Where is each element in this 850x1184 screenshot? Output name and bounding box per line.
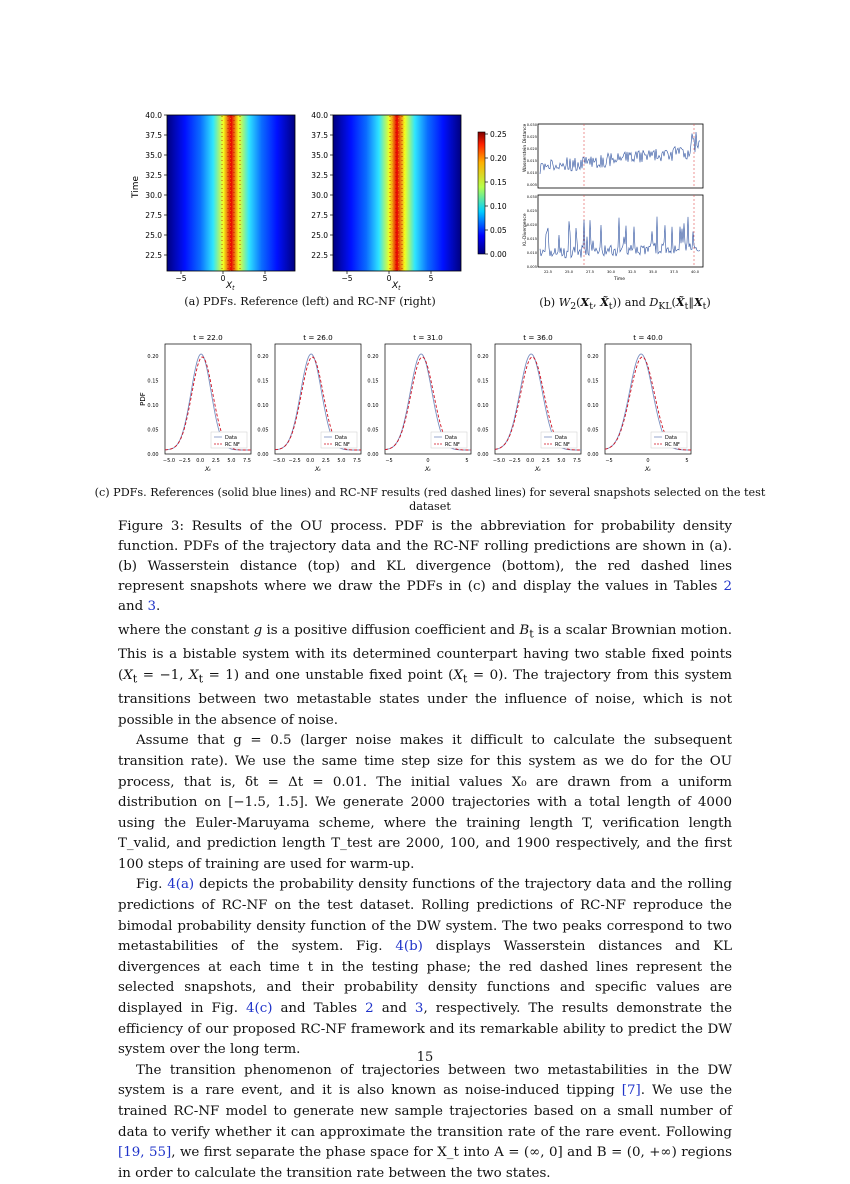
pdf-xtick: 2.5 [541,458,550,464]
pdf-xtick: 0 [426,458,430,464]
heatmap-right-texture [387,115,407,271]
heatmap-ytick: 40.0 [311,111,328,120]
pdf-xtick: 5.0 [337,458,346,464]
table2-link[interactable]: 2 [723,579,732,594]
legend-rcnf: RC NF [225,442,240,448]
pdf-xtick: 7.5 [353,458,361,464]
wasserstein-ytick: 0.020 [526,147,537,151]
cap-b-sub1: t [589,301,593,313]
wasserstein-ylabel: Wasserstein Distance [523,123,528,172]
heatmap-ytick: 30.0 [311,191,328,200]
pdf-ytick: 0.05 [477,427,489,434]
figure-b-xtick: 27.5 [585,270,595,274]
kl-series [540,217,700,258]
cite-19-55-link[interactable]: [19, 55] [118,1145,172,1161]
heatmap-xtick: −5 [341,274,353,283]
heatmap-ytick: 40.0 [145,111,162,120]
pdf-xtick: 5.0 [557,458,566,464]
colorbar-tick: 0.25 [490,130,507,139]
pdf-xlabel: Xₜ [204,465,212,473]
pdf-ytick: 0.00 [367,452,379,458]
heatmap-ytick: 37.5 [311,131,328,140]
pdf-ytick: 0.05 [147,427,159,434]
pdf-xtick: 5.0 [227,458,236,464]
pdf-ytick: 0.00 [147,452,159,458]
figure-b-xlabel: Time [614,277,626,282]
legend-rcnf: RC NF [445,442,460,448]
pdf-ytick: 0.15 [587,378,599,385]
wasserstein-panel [538,124,703,188]
heatmap-xtick: 0 [386,274,392,283]
wasserstein-ytick: 0.010 [526,171,537,175]
pdf-xtick: 7.5 [573,458,581,464]
pdf-ytick: 0.10 [257,403,269,409]
pdf-ytick: 0.20 [367,354,379,360]
pdf-panel-title: t = 26.0 [303,333,333,342]
kl-ytick: 0.025 [526,209,537,213]
legend-data: Data [225,435,237,441]
table3-ref-link[interactable]: 3 [414,1001,424,1017]
pdf-ytick: 0.00 [257,452,269,458]
pdf-xtick: −2.5 [508,458,521,464]
wasserstein-ytick: 0.030 [526,123,537,127]
figure-b-timeseries [518,120,708,282]
heatmap-ytick: 32.5 [145,171,162,180]
pdf-xtick: 5 [685,458,689,464]
pdf-ytick: 0.20 [257,354,269,360]
kl-ytick: 0.015 [526,237,537,241]
colorbar-tick: 0.10 [490,202,507,211]
paragraph-4: The transition phenomenon of trajectories between two metastabilities in the DW system is a rare event, and it is also known as noise-induced tipping [7]. We use the trained RC-NF model to generate new sample trajectories based on a small number of data to verify whether it can approximate the transition rate of the rare event. Following [19, 55], we first separate the phase space for X_t into A = (∞, 0] and B = (0, +∞) regions in order to calculate the transition rate between the two states. [118,1062,732,1181]
kl-ytick: 0.005 [526,265,537,269]
pdf-ytick: 0.20 [147,354,159,360]
figure-b-xtick: 37.5 [669,270,679,274]
figure3-caption: Figure 3: Results of the OU process. PDF is the abbreviation for probability density function. PDFs of the trajectory data and the RC-NF rolling predictions are shown in (a). (b) Wasserstein distance (top) and KL divergence (bottom), the red dashed lines represent snapshots where we draw the PDFs in (c) and display the values in Tables 2 and 3. [118,519,732,614]
pdf-xtick: −2.5 [178,458,191,464]
pdf-ylabel-text: PDF [139,392,147,406]
heatmap-ytick: 37.5 [145,131,162,140]
pdf-ytick: 0.15 [477,378,489,385]
pdf-ytick: 0.05 [257,427,269,434]
heatmap-xtick: 0 [220,274,226,283]
figure-b-xtick: 25.0 [564,270,574,274]
heatmap-xtick: 5 [262,274,268,283]
figure-b-xtick: 22.5 [543,270,553,274]
pdf-panel-title: t = 40.0 [633,333,663,342]
colorbar [478,132,485,254]
cite-7-link[interactable]: [7] [621,1083,641,1099]
pdf-xtick: −2.5 [288,458,301,464]
pdf-xtick: 7.5 [243,458,251,464]
heatmap-ylabel: Time [131,175,141,198]
pdf-ytick: 0.10 [587,403,599,409]
pdf-xlabel: Xₜ [644,465,652,473]
fig4a-link[interactable]: 4(a) [167,877,195,893]
pdf-ytick: 0.00 [477,452,489,458]
heatmap-ytick: 22.5 [311,251,328,260]
pdf-ytick: 0.20 [477,354,489,360]
legend-data: Data [335,435,347,441]
figure-a-heatmaps [130,108,520,290]
pdf-ytick: 0.05 [587,427,599,434]
legend-data: Data [665,435,677,441]
fig4b-link[interactable]: 4(b) [395,939,423,955]
pdf-xtick: −5 [385,458,393,464]
pdf-ytick: 0.00 [587,452,599,458]
paragraph-2: Assume that g = 0.5 (larger noise makes it difficult to calculate the subsequent transition rate). We use the same time step size for this system as we do for the OU process, that is, δt = Δt = 0.01. The initial values X₀ are drawn from a uniform distribution on [−1.5, 1.5]. We generate 2000 trajectories with a total length of 4000 using the Euler-Maruyama scheme, where the training length T, verification length T_valid, and prediction length T_test are 2000, 100, and 1900 respectively, and the first 100 steps of training are used for warm-up. [118,733,732,872]
figure-b-xtick: 40.0 [690,270,700,274]
pdf-panel-title: t = 22.0 [193,333,223,342]
heatmap-ytick: 27.5 [311,211,328,220]
pdf-xlabel: Xₜ [534,465,542,473]
kl-ytick: 0.010 [526,251,537,255]
wasserstein-ytick: 0.025 [526,135,537,139]
pdf-xtick: 2.5 [211,458,220,464]
legend-rcnf: RC NF [335,442,350,448]
pdf-xtick: 0.0 [306,458,315,464]
legend-data: Data [555,435,567,441]
paragraph-1: where the constant g is a positive diffusion coefficient and $B_t$ is a scalar Brownian motion. This is a bistable system with its determined counterpart having two stable fixed points ($X_t = -1$, $X_t = 1$) and one unstable fixed point $(X_t = 0)$. The trajectory from this system transitions between two metastable states under the influence of noise, which is not possible in the absence of noise. [118,623,732,728]
figure-c-pdfs [135,330,715,482]
pdf-xtick: 0.0 [526,458,535,464]
pdf-xtick: −5.0 [272,458,286,464]
heatmap-right-xlabel: $X_t$ [392,281,401,290]
legend-rcnf: RC NF [665,442,680,448]
pdf-ytick: 0.10 [147,403,159,409]
kl-ytick: 0.030 [526,195,537,199]
table3-link[interactable]: 3 [147,599,156,614]
pdf-xlabel: Xₜ [314,465,322,473]
pdf-xtick: −5.0 [492,458,506,464]
wasserstein-series [540,132,700,174]
heatmap-ytick: 25.0 [311,231,328,240]
heatmap-ytick: 30.0 [145,191,162,200]
pdf-xtick: 0.0 [196,458,205,464]
heatmap-ytick: 25.0 [145,231,162,240]
heatmap-xtick: −5 [175,274,187,283]
pdf-ytick: 0.20 [587,354,599,360]
heatmap-ytick: 27.5 [145,211,162,220]
caption-a: (a) PDFs. Reference (left) and RC-NF (right) [184,295,436,308]
heatmap-left-texture [221,115,241,271]
table2-ref-link[interactable]: 2 [365,1001,374,1017]
colorbar-tick: 0.00 [490,250,507,259]
caption-c: (c) PDFs. References (solid blue lines) and RC-NF results (red dashed lines) for several snapshots selected on the test dataset [94,486,766,513]
heatmap-ytick: 35.0 [145,151,162,160]
pdf-ytick: 0.05 [367,427,379,434]
heatmap-ytick: 35.0 [311,151,328,160]
legend-data: Data [445,435,457,441]
heatmap-ytick: 22.5 [145,251,162,260]
figure-b-xtick: 30.0 [606,270,616,274]
page-number: 15 [416,1050,434,1065]
heatmap-ytick: 32.5 [311,171,328,180]
paragraph-3: Fig. 4(a) depicts the probability density functions of the trajectory data and the rolling predictions of RC-NF on the test dataset. Rolling predictions of RC-NF reproduce the bimodal probability density function of the DW system. The two peaks correspond to two metastabilities of the system. Fig. 4(b) displays Wasserstein distances and KL divergences at each time t in the testing phase; the red dashed lines represent the selected snapshots, and their probability density functions and specific values are displayed in Fig. 4(c) and Tables 2 and 3, respectively. The results demonstrate the efficiency of our proposed RC-NF framework and its remarkable ability to predict the DW system over the long term. [118,877,732,1058]
pdf-xtick: −5.0 [162,458,176,464]
figure-b-xtick: 32.5 [627,270,637,274]
colorbar-tick: 0.20 [490,154,507,163]
pdf-ytick: 0.10 [477,403,489,409]
legend-rcnf: RC NF [555,442,570,448]
pdf-xtick: −5 [605,458,613,464]
heatmap-left-xlabel: $X_t$ [226,281,235,290]
pdf-ytick: 0.15 [257,378,269,385]
pdf-xtick: 0 [646,458,650,464]
pdf-xtick: 5 [465,458,469,464]
pdf-panel-title: t = 31.0 [413,333,443,342]
colorbar-tick: 0.05 [490,226,507,235]
pdf-ytick: 0.15 [147,378,159,385]
pdf-ytick: 0.10 [367,403,379,409]
pdf-xtick: 2.5 [321,458,330,464]
figure-b-xtick: 35.0 [648,270,658,274]
caption-b: (b) $W_2(X_t$, $X̃_t$)) and $D_{KL}(X̃_t‖X_t)$ [539,295,711,313]
heatmap-xtick: 5 [428,274,434,283]
kl-ytick: 0.020 [526,223,537,227]
wasserstein-ytick: 0.015 [526,159,537,163]
wasserstein-ytick: 0.005 [526,183,537,187]
colorbar-tick: 0.15 [490,178,507,187]
kl-panel [538,195,703,267]
fig4c-link[interactable]: 4(c) [245,1001,273,1017]
pdf-ytick: 0.15 [367,378,379,385]
kl-ylabel: KL-Divergence [523,213,528,246]
pdf-xlabel: Xₜ [424,465,432,473]
pdf-panel-title: t = 36.0 [523,333,553,342]
